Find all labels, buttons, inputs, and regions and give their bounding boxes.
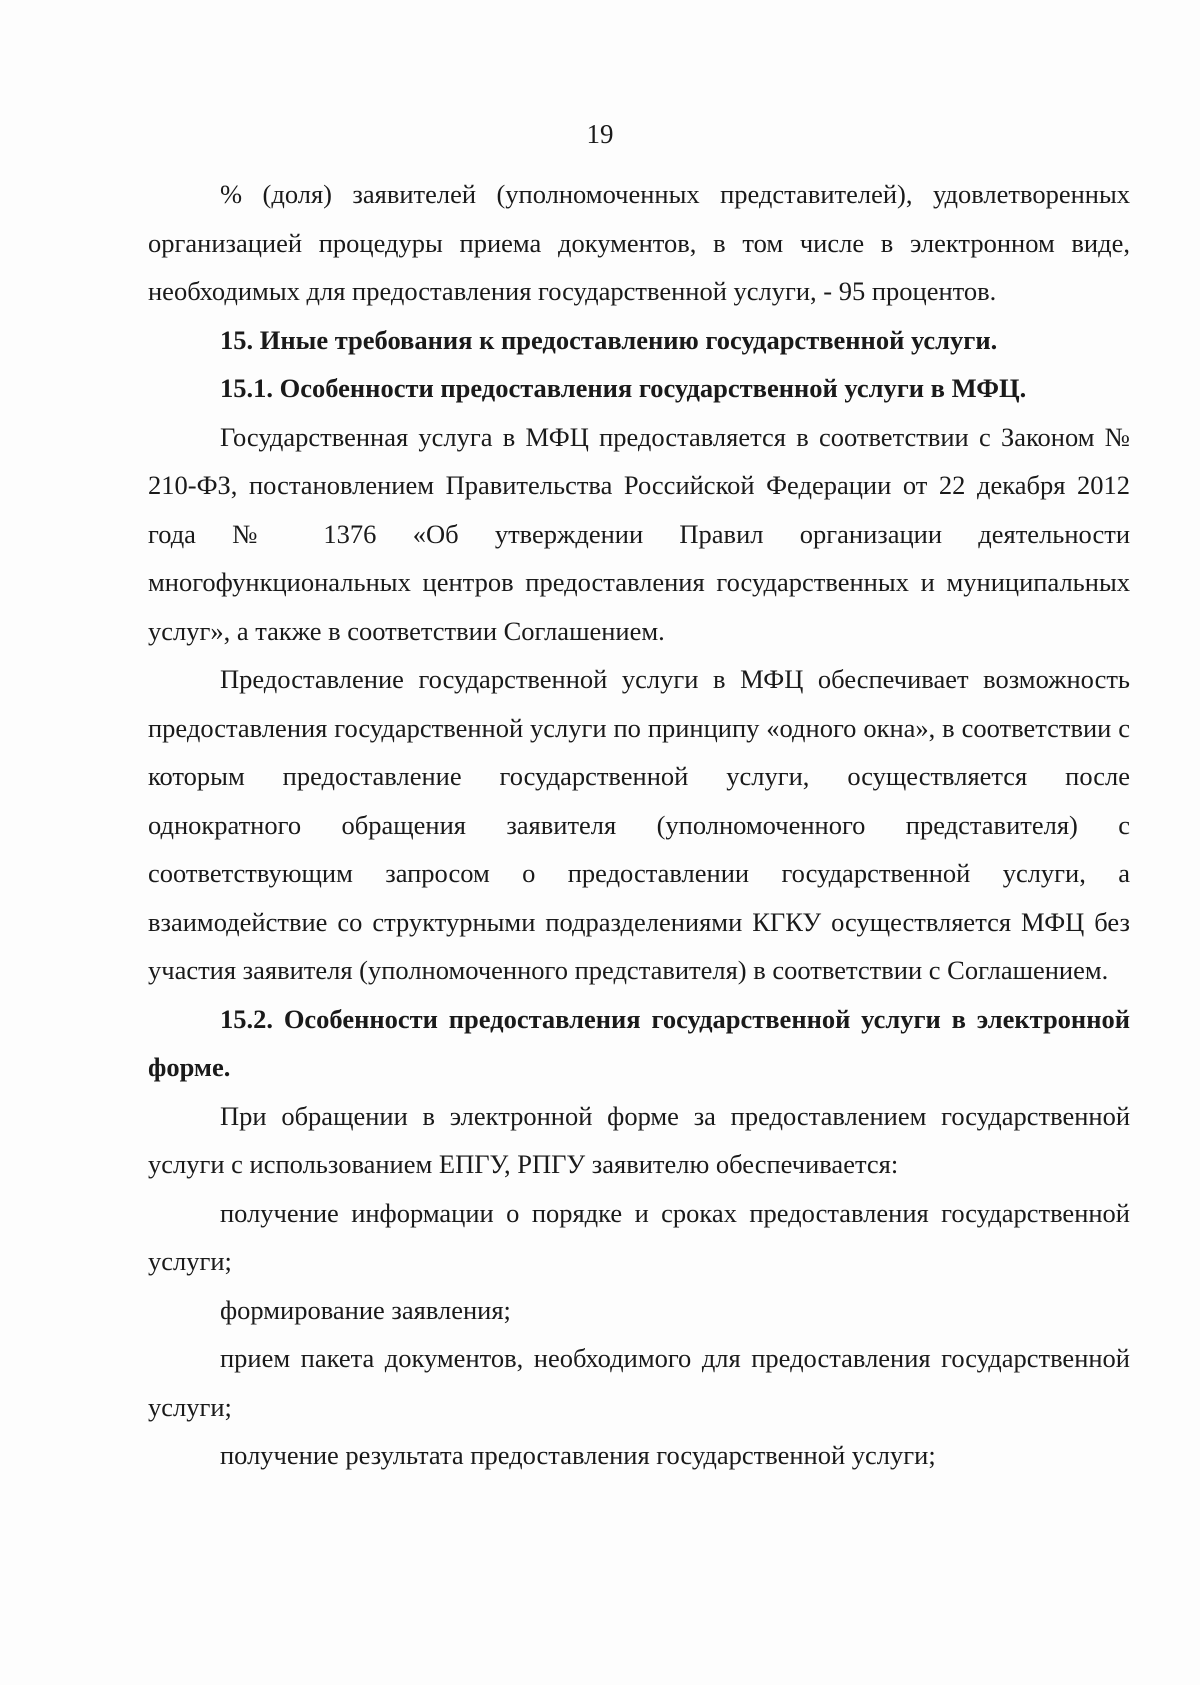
- paragraph-one-window-principle: Предоставление государственной услуги в МФЦ обеспечивает возможность предоставления государственной услуги по принципу «одного окна», в соответствии с которым предоставление государственной услуги, осуществляется после однократного обращения заявителя (уполномоченного представителя) с соответствующим запросом о предоставлении государственной услуги, а взаимодействие со структурными подразделениями КГКУ осуществляется МФЦ без участия заявителя (уполномоченного представителя) в соответствии с Соглашением.: [148, 664, 1130, 985]
- paragraph-mfc-legal-basis: Государственная услуга в МФЦ предоставляется в соответствии с Законом № 210-ФЗ, постановлением Правительства Российской Федерации от 22 декабря 2012 года № 1376 «Об утверждении Правил организации деятельности многофункциональных центров предоставления государственных и муниципальных услуг», а также в соответствии Соглашением.: [148, 421, 1130, 646]
- list-item-info-receipt: получение информации о порядке и сроках предоставления государственной услуги;: [148, 1197, 1130, 1276]
- heading-15-2-electronic-form: 15.2. Особенности предоставления государственной услуги в электронной форме.: [148, 1003, 1130, 1082]
- list-item-application-forming: формирование заявления;: [220, 1294, 511, 1325]
- page-number: 19: [586, 119, 614, 149]
- paragraph-electronic-appeal: При обращении в электронной форме за предоставлением государственной услуги с использованием ЕПГУ, РПГУ заявителю обеспечивается:: [148, 1100, 1130, 1179]
- document-body: [148, 170, 1130, 1480]
- heading-15-1-mfc-features: 15.1. Особенности предоставления государственной услуги в МФЦ.: [220, 373, 1027, 403]
- list-item-result-receipt: получение результата предоставления государственной услуги;: [220, 1440, 936, 1470]
- paragraph-satisfaction-share: % (доля) заявителей (уполномоченных представителей), удовлетворенных организацией процедуры приема документов, в том числе в электронном виде, необходимых для предоставления государственной услуги, - 95 процентов.: [148, 179, 1130, 306]
- heading-15-other-requirements: 15. Иные требования к предоставлению государственной услуги.: [220, 324, 998, 355]
- list-item-documents-receipt: прием пакета документов, необходимого для предоставления государственной услуги;: [148, 1343, 1130, 1422]
